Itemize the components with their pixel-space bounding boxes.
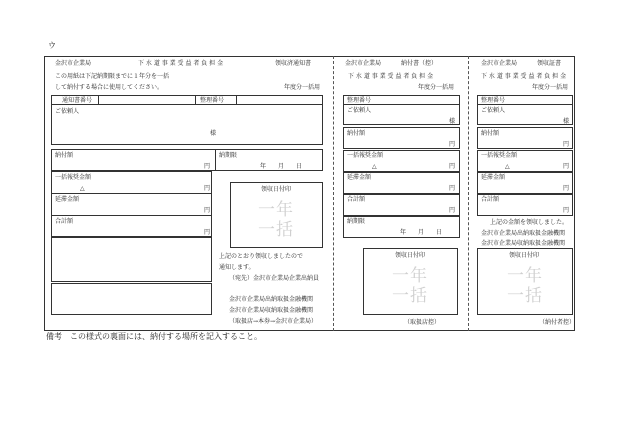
issuer: 金沢市企業局 [345,60,382,67]
period: 年度分一括用 [284,84,321,91]
footnote: 備考 この様式の裏面には、納付する場所を記入すること。 [46,332,262,341]
late-fee-label: 延滞金額 [55,196,80,203]
stamp-watermark: 一年 一括 [392,266,428,306]
sama-label: 様 [449,118,456,125]
client-label: ご依頼人 [347,107,372,114]
late-fee-label: 延滞金額 [347,174,372,181]
bank-2: 金沢市企業局収納取扱金融機関 [481,240,566,247]
total-yen: 円 [563,207,570,214]
due-label: 納期限 [219,152,238,159]
form-title: 下 水 道 事 業 受 益 者 負 担 金 [348,73,434,80]
discount-label: 一括報奨金額 [347,152,384,159]
blank-box-1 [51,237,212,282]
issuer: 金沢市企業局 [481,60,518,67]
bank-1: 金沢市企業局出納取扱金融機関 [229,296,314,303]
keeper-label: （納付者控） [539,319,576,326]
total-yen: 円 [449,207,456,214]
bank-1: 金沢市企業局出納取扱金融機関 [481,230,566,237]
due-date: 年 月 日 [260,163,303,170]
ref-no-label: 整理番号 [200,97,225,104]
amount-label: 納付額 [347,130,366,137]
amount-yen: 円 [204,163,211,170]
sama-label: 様 [563,118,570,125]
due-label: 納期限 [347,218,366,225]
ref-no-label: 整理番号 [481,97,506,104]
receipt-text-1: 上記のとおり領収しましたので [219,253,304,260]
total-label: 合計額 [55,218,74,225]
late-fee-yen: 円 [449,185,456,192]
doc-type: 納付書（控） [401,60,438,67]
due-date: 年 月 日 [400,229,443,236]
amount-label: 納付額 [55,152,74,159]
stamp-watermark: 一年 一括 [507,266,543,306]
perforation-line-2 [468,56,469,331]
discount-triangle: △ [505,163,510,170]
form-title: 下 水 道 事 業 受 益 者 負 担 金 [481,73,567,80]
doc-type: 領収証書 [537,60,562,67]
doc-type: 領収済通知書 [275,60,312,67]
period: 年度分一括用 [418,84,455,91]
discount-triangle: △ [372,163,377,170]
late-fee-yen: 円 [563,185,570,192]
amount-yen: 円 [563,141,570,148]
blank-box-2 [51,283,212,315]
period: 年度分一括用 [532,84,569,91]
stamp-watermark: 一年 一括 [258,200,294,240]
client-label: ご依頼人 [481,107,506,114]
bank-2: 金沢市企業局収納取扱金融機関 [229,307,314,314]
total-label: 合計額 [481,196,500,203]
receipt-text: 上記の金額を領収しました。 [490,219,569,226]
discount-yen: 円 [563,163,570,170]
issuer: 金沢市企業局 [55,60,92,67]
total-label: 合計額 [347,196,366,203]
receipt-text-2: 通知します。 [219,264,255,271]
total-yen: 円 [204,229,211,236]
stamp-label: 領収日付印 [261,186,292,193]
stamp-label: 領収日付印 [509,252,540,259]
discount-yen: 円 [204,185,211,192]
notice-no-label: 通知書番号 [62,97,93,104]
usage-note-1: この用紙は下記納期限までに１年分を一括 [55,73,170,80]
receipt-addressee: （宛先）金沢市企業局企業出納員 [229,275,320,282]
form-title: 下 水 道 事 業 受 益 者 負 担 金 [138,60,224,67]
discount-label: 一括報奨金額 [55,174,92,181]
discount-yen: 円 [449,163,456,170]
keeper-label: （取扱店控） [404,319,441,326]
discount-label: 一括報奨金額 [481,152,518,159]
amount-label: 納付額 [481,130,500,137]
ref-no-label: 整理番号 [347,97,372,104]
client-label: ご依頼人 [55,108,80,115]
late-fee-label: 延滞金額 [481,174,506,181]
amount-yen: 円 [449,141,456,148]
usage-note-2: して納付する場合に使用してください。 [55,84,164,91]
sama-label: 様 [210,130,217,137]
bank-routing: （取扱店→本券→金沢市企業局） [229,318,318,325]
discount-triangle: △ [80,185,85,192]
stamp-label: 領収日付印 [395,252,426,259]
late-fee-yen: 円 [204,207,211,214]
form-mark: ウ [48,41,56,50]
perforation-line-1 [333,56,334,331]
